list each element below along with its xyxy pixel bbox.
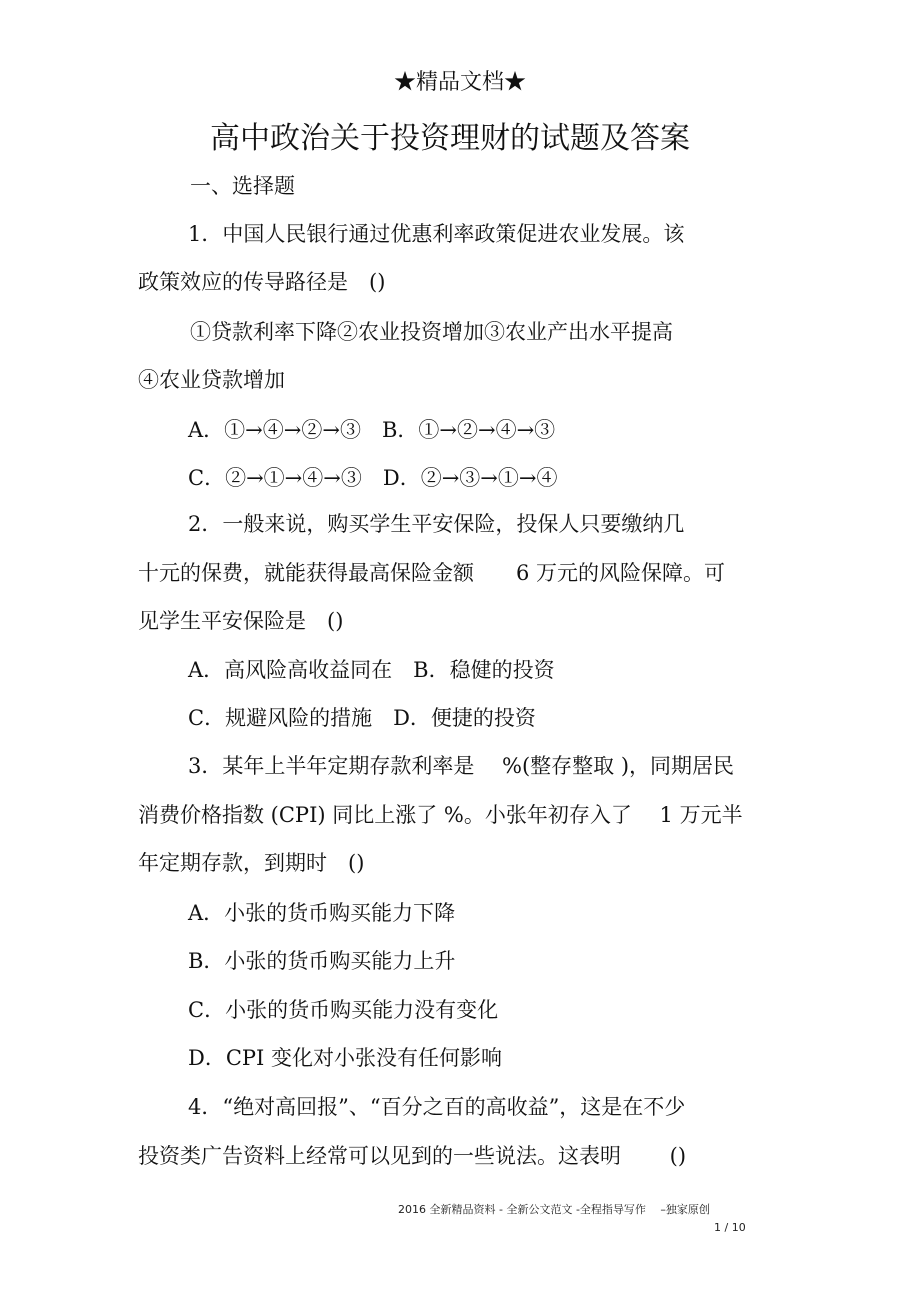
question-4-stem-line-1: 4．“绝对高回报”、“百分之百的高收益”，这是在不少 [188, 1095, 686, 1119]
question-1-items-line-1: ①贷款利率下降②农业投资增加③农业产出水平提高 [190, 320, 673, 344]
question-1-stem-line-2: 政策效应的传导路径是 () [138, 270, 386, 294]
footer-note: 2016 全新精品资料 - 全新公文范文 -全程指导写作 –独家原创 [398, 1203, 710, 1216]
question-3-option-d: D．CPI 变化对小张没有任何影响 [188, 1046, 503, 1070]
question-1-options-line-1: A．①→④→②→③ B．①→②→④→③ [188, 418, 556, 442]
header-banner: ★精品文档★ [393, 70, 526, 95]
question-3-stem-line-2: 消费价格指数 (CPI) 同比上涨了 %。小张年初存入了 1 万元半 [138, 803, 743, 827]
document-title: 高中政治关于投资理财的试题及答案 [210, 121, 690, 156]
page-number: 1 / 10 [714, 1221, 746, 1234]
question-2-stem-line-3: 见学生平安保险是 () [138, 609, 344, 633]
section-heading: 一、选择题 [190, 174, 295, 198]
question-1-stem-line-1: 1．中国人民银行通过优惠利率政策促进农业发展。该 [188, 222, 685, 246]
question-3-stem-line-1: 3．某年上半年定期存款利率是 %(整存整取 )，同期居民 [188, 754, 735, 778]
question-4-stem-line-2: 投资类广告资料上经常可以见到的一些说法。这表明 () [138, 1144, 687, 1168]
question-2-options-line-1: A．高风险高收益同在 B．稳健的投资 [188, 658, 555, 682]
question-2-stem-line-1: 2．一般来说，购买学生平安保险，投保人只要缴纳几 [188, 512, 685, 536]
question-3-option-b: B．小张的货币购买能力上升 [188, 949, 456, 973]
question-3-option-a: A．小张的货币购买能力下降 [188, 901, 456, 925]
question-1-items-line-2: ④农业贷款增加 [138, 368, 285, 392]
question-1-options-line-2: C．②→①→④→③ D．②→③→①→④ [188, 466, 558, 490]
question-3-option-c: C．小张的货币购买能力没有变化 [188, 998, 499, 1022]
question-3-stem-line-3: 年定期存款，到期时 () [138, 851, 365, 875]
question-2-stem-line-2: 十元的保费，就能获得最高保险金额 6 万元的风险保障。可 [138, 561, 726, 585]
question-2-options-line-2: C．规避风险的措施 D．便捷的投资 [188, 706, 536, 730]
